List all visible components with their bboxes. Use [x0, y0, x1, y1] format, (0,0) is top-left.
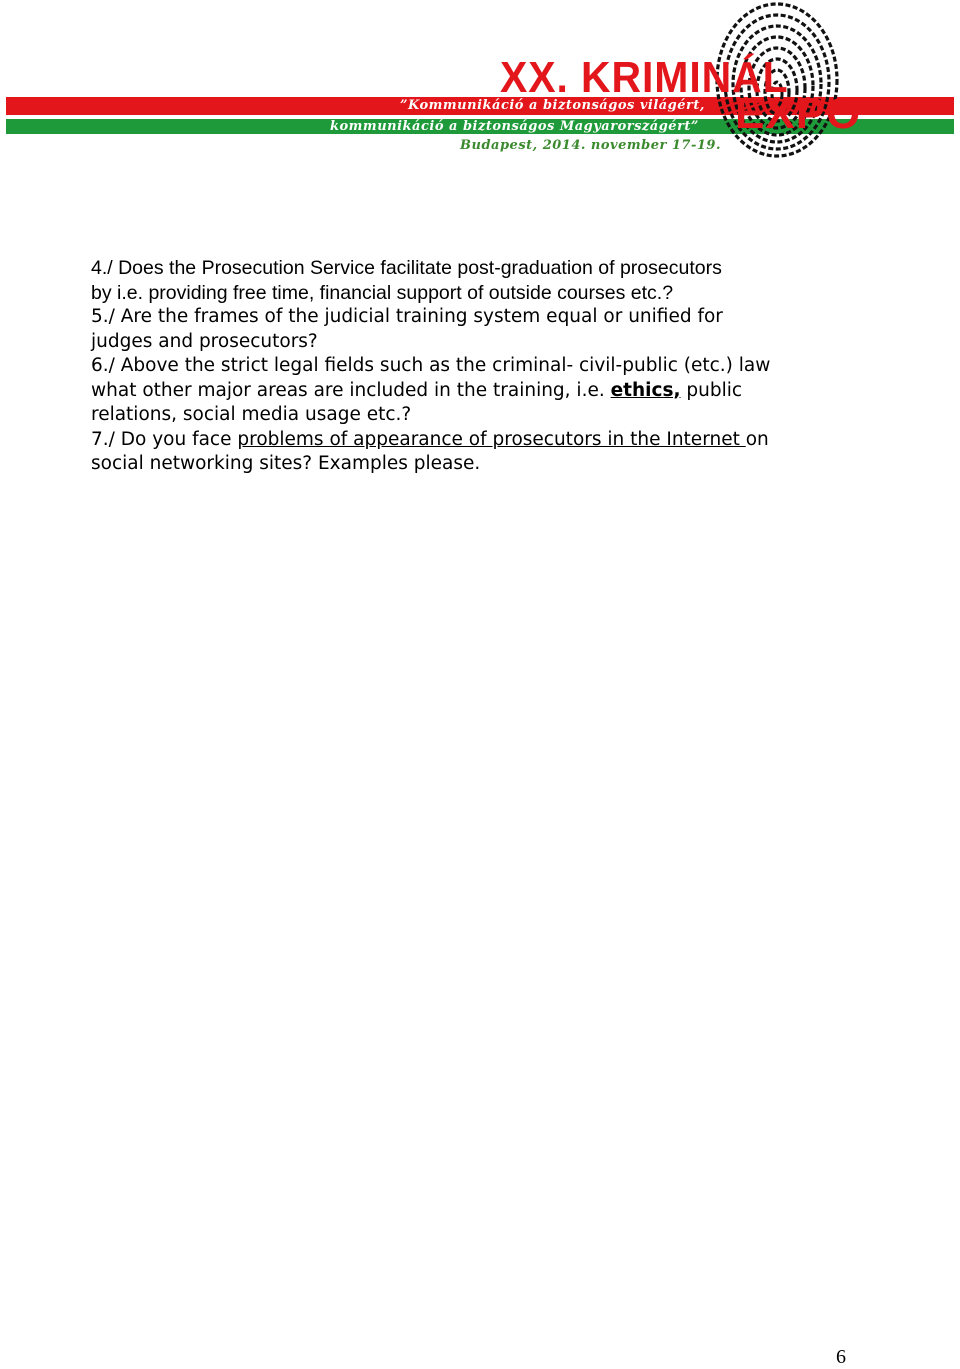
- event-date: Budapest, 2014. november 17-19.: [460, 138, 721, 153]
- page-number: 6: [836, 1346, 846, 1368]
- question-5: [91, 305, 861, 354]
- question-6-line-1: 6./ Above the strict legal fields such as the criminal- civil-public (etc.) law: [91, 355, 771, 376]
- question-5-line-2: judges and prosecutors?: [91, 330, 318, 352]
- event-title: XX. KRIMINÁL: [500, 53, 789, 102]
- question-7-line-2: social networking sites? Examples please.: [91, 453, 481, 474]
- question-6-line-3: relations, social media usage etc.?: [91, 404, 412, 425]
- motto-line-2: kommunikáció a biztonságos Magyarországért”: [330, 119, 699, 134]
- questions-section: [91, 256, 861, 477]
- question-7-prefix: 7./ Do you face: [91, 428, 238, 450]
- question-4-line-1: 4./ Does the Prosecution Service facilitate post-graduation of prosecutors: [91, 257, 722, 279]
- question-4-line-2: by i.e. providing free time, financial support of outside courses etc.?: [91, 281, 674, 304]
- question-4: [91, 256, 861, 305]
- question-7-line-1: [91, 428, 861, 453]
- question-5-line-1: 5./ Are the frames of the judicial training system equal or unified for: [91, 306, 723, 327]
- question-7-suffix: on: [745, 428, 769, 450]
- event-expo-label: EXPO: [735, 89, 862, 138]
- question-7: [91, 428, 861, 477]
- question-7-underlined: problems of appearance of prosecutors in the Internet: [237, 428, 746, 450]
- question-6-line-2-end: public: [680, 379, 743, 401]
- question-6-line-2: [91, 379, 861, 404]
- motto-line-1: ”Kommunikáció a biztonságos világért,: [400, 98, 705, 113]
- header-banner: [0, 0, 960, 170]
- ethics-emphasis: ethics,: [610, 379, 681, 401]
- question-6: [91, 354, 861, 428]
- question-6-line-2-text: what other major areas are included in the training, i.e.: [91, 379, 611, 401]
